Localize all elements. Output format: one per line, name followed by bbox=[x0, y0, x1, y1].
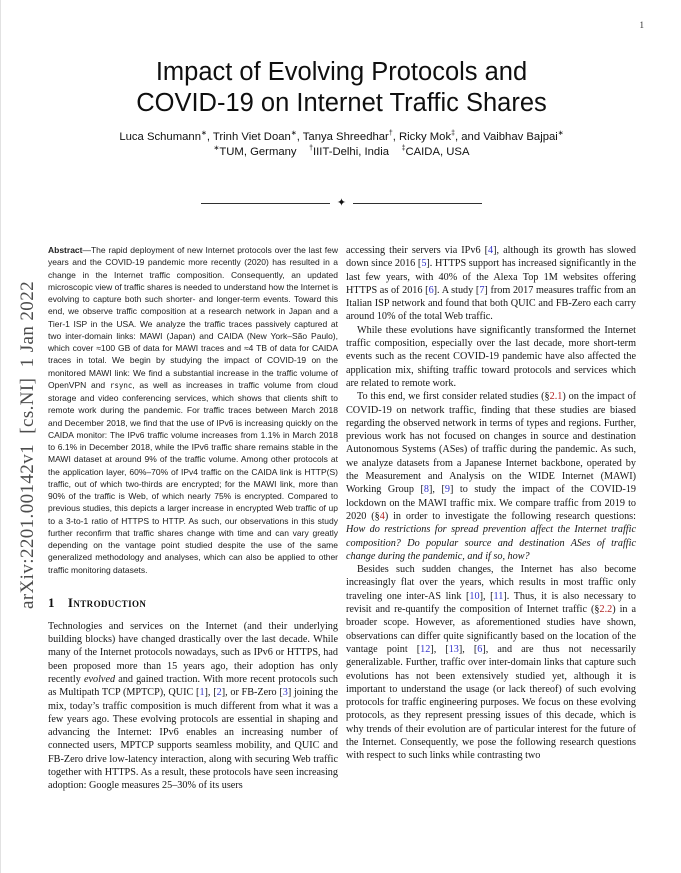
divider-line-left bbox=[201, 203, 330, 204]
text-segment: ) in a broader scope. However, as aforementioned studies have shown, observations can differ quite significantly based on the location of the vantage point [ bbox=[346, 604, 637, 655]
citation-link[interactable]: 4 bbox=[488, 245, 494, 256]
section-heading-introduction bbox=[48, 595, 338, 611]
citation-link[interactable]: 13 bbox=[448, 643, 459, 655]
text-segment: ] joining the mix, today’s traffic composition is much different from what it was a few years ago. These evolving protocols are essential in shaping and advancing the Internet: IPv6 enables an increasing number of connected users, MPTCP supports seamless mobility, and QUIC and FB-Zero drive low-latency interaction, along with securing Web traffic together with HTTPS. As a result, these protocols have seen increasing adoption: Google measures 25–30% of its users bbox=[48, 687, 339, 792]
text-segment: ] to study the impact of the COVID-19 lockdown on the MAWI traffic mix. We compare traffic from 2019 to 2020 (§ bbox=[346, 484, 636, 522]
title-divider bbox=[201, 198, 482, 209]
text-segment: ∗ bbox=[200, 130, 207, 138]
section-number: 1 bbox=[48, 594, 55, 610]
citation-link[interactable]: 5 bbox=[421, 258, 427, 270]
citation-link[interactable]: 10 bbox=[469, 590, 480, 602]
text-segment: ], and are thus not necessarily generalizable. Further, traffic over inter-domain links that capture such evolutions has not been extensively studied yet, although it is important to understand the usage (or lack thereof) of such evolving protocols for traffic engineering purposes. We focus on these evolving protocols, as they represent pressing issues of this decade, which is why trends of their evolution are of particular interest for the future of the Internet. Consequently, we pose the following research questions with respect to such links while contrasting two bbox=[346, 643, 636, 762]
text-segment: ‡ bbox=[401, 145, 406, 153]
section-title: Introduction bbox=[67, 594, 147, 610]
text-segment: Abstract bbox=[48, 245, 83, 255]
text-segment: rsync bbox=[109, 380, 133, 390]
text-segment: CAIDA, USA bbox=[405, 146, 470, 158]
text-segment: How do restrictions for spread prevention affect the Internet traffic composition? Do popular source and destination ASes of traffic change during the pandemic, and if so, how? bbox=[346, 524, 636, 562]
left-column bbox=[48, 244, 338, 793]
body-paragraph bbox=[346, 324, 636, 390]
citation-link[interactable]: 6 bbox=[477, 643, 483, 655]
text-segment: ]. Thus, it is also necessary to revisit and re-quantify the composition of Internet traffic (§ bbox=[346, 590, 636, 616]
paper-header bbox=[71, 57, 612, 158]
body-paragraph bbox=[346, 563, 636, 762]
abstract-paragraph bbox=[48, 244, 338, 576]
citation-link[interactable]: 12 bbox=[420, 643, 431, 655]
section-ref-link[interactable]: 4 bbox=[379, 510, 385, 522]
text-segment: , as well as increases in traffic volume from cloud storage and video conferencing services, which shows that clients shift to remote work during the pandemic. For traffic traces between March 2018 and December 2018, we find that the use of IPv6 is increasing quickly on the CAIDA monitor: The IPv6 traffic volume increases from 1.1% in March 2018 to 6.1% in December 2018, while the IPv6 traffic share remains stable in the MAWI dataset at around 9% of the traffic volume. Among other protocols at the application layer, 60%–70% of IPv4 traffic on the CAIDA link is HTTP(S) traffic, out of which two-thirds are encrypted; for the MAWI link, more than 90% of the traffic is Web, of which nearly 75% is encrypted. Compared to previous studies, this depicts a larger increase in encrypted Web traffic of up to a 3-to-1 ratio of HTTPS to HTTP. As such, our observations in this study further reconfirm that traffic shares change with time and can vary greatly depending on the vantage point studied despite the use of the same generalized methodology and analyses, which can also be applied to other traffic monitoring datasets. bbox=[48, 379, 338, 575]
text-segment: † bbox=[388, 130, 393, 138]
text-segment: accessing their servers via IPv6 [ bbox=[346, 245, 489, 256]
text-segment: ]. A study [ bbox=[433, 284, 480, 296]
text-segment: Besides such sudden changes, the Internet has also become increasingly flat over the years, which results in most traffic only traveling one inter-AS link [ bbox=[346, 564, 636, 602]
section-ref-link[interactable]: 2.1 bbox=[549, 391, 563, 403]
title-line-2: COVID-19 on Internet Traffic Shares bbox=[136, 88, 547, 117]
body-paragraph bbox=[346, 390, 636, 563]
text-segment: ], although its growth has slowed down since 2016 [ bbox=[346, 245, 636, 270]
text-segment: and gained traction. With more recent protocols such as Multipath TCP (MPTCP), QUIC [ bbox=[48, 673, 338, 699]
page-number: 1 bbox=[639, 20, 644, 30]
text-segment: , Ricky Mok bbox=[392, 131, 452, 143]
text-segment: Technologies and services on the Internet (and their underlying building blocks) have changed drastically over the last decade. While many of the Internet protocols nowadays, such as IPv6 or HTTPS, had been proposed more than 15 years ago, their adoption has only recently bbox=[48, 620, 338, 685]
citation-link[interactable]: 1 bbox=[199, 687, 205, 699]
text-segment: ) on the impact of COVID-19 on network traffic, finding that these studies are biased regarding the observed network in terms of types and regions. Further, previous work has not focused on changes in source and destination Autonomous Systems (ASes) of traffic during the pandemic. As such, we analyze datasets from a Japanese Internet backbone, operated by the Measurement and Analysis on the WIDE Internet (MAWI) Working Group [ bbox=[346, 391, 636, 496]
text-segment: ], [ bbox=[204, 687, 217, 699]
citation-link[interactable]: 3 bbox=[282, 687, 288, 699]
citation-link[interactable]: 6 bbox=[428, 284, 434, 296]
text-segment: , and Vaibhav Bajpai bbox=[455, 131, 558, 143]
text-segment: Luca Schumann bbox=[119, 131, 201, 143]
text-segment: ∗ bbox=[213, 145, 220, 153]
text-segment: ] from 2017 measures traffic from an Italian ISP network and found that both QUIC and FB-Zero each carry around 10% of the total Web traffic. bbox=[346, 284, 637, 323]
section-ref-link[interactable]: 2.2 bbox=[599, 604, 613, 616]
author-list bbox=[71, 131, 612, 143]
paper-title bbox=[71, 57, 612, 118]
text-segment: To this end, we first consider related studies (§ bbox=[357, 391, 550, 403]
text-segment: † bbox=[309, 145, 314, 153]
citation-link[interactable]: 7 bbox=[479, 284, 485, 296]
text-segment: ], [ bbox=[430, 643, 449, 655]
text-segment: ‡ bbox=[451, 130, 455, 138]
diamond-ornament-icon: ✦ bbox=[336, 197, 347, 209]
citation-link[interactable]: 8 bbox=[423, 484, 429, 496]
text-segment: ∗ bbox=[557, 130, 564, 138]
text-segment: While these evolutions have significantly transformed the Internet traffic composition, especially over the last decade, more short-term events such as the recent COVID-19 pandemic have also affected the application mix, shifting traffic toward protocols and services which are related to remote work. bbox=[346, 324, 636, 389]
affiliation-list bbox=[71, 146, 612, 158]
citation-link[interactable]: 2 bbox=[216, 687, 222, 699]
text-segment: , Trinh Viet Doan bbox=[206, 131, 291, 143]
text-segment: evolved bbox=[83, 673, 116, 685]
divider-line-right bbox=[353, 203, 482, 204]
title-line-1: Impact of Evolving Protocols and bbox=[155, 58, 528, 86]
citation-link[interactable]: 11 bbox=[493, 590, 504, 602]
intro-paragraph-1 bbox=[48, 620, 338, 793]
text-segment: ], [ bbox=[479, 590, 494, 602]
text-segment: ], [ bbox=[458, 643, 478, 655]
body-paragraph bbox=[346, 244, 636, 324]
text-segment: —The rapid deployment of new Internet protocols over the last few years and the COVID-19 pandemic more recently (2020) has resulted in a change in the Internet traffic composition. Consequently, an updated microscopic view of traffic shares is needed to understand how the Internet is evolving to capture both such shorter- and longer-term events. Toward this end, we observe traffic composition at a research network in Japan and a Tier-1 ISP in the USA. We analyze the traffic traces passively captured at two inter-domain links: MAWI (Japan) and CAIDA (New York–São Paulo), which cover ≈100 GB of data for MAWI traces and ≈4 TB of data for CAIDA traces in total. We begin by studying the impact of COVID-19 on the monitored MAWI link: We find a substantial increase in the traffic volume of OpenVPN and bbox=[48, 245, 338, 390]
arxiv-stamp: arXiv:2201.00142v1 [cs.NI] 1 Jan 2022 bbox=[17, 281, 38, 609]
text-segment: ]. HTTPS support has increased significantly in the last few years, with 40% of the Alexa Top 1M websites offering HTTPS as of 2016 [ bbox=[346, 258, 636, 296]
right-column bbox=[346, 244, 636, 793]
text-segment: , Tanya Shreedhar bbox=[296, 131, 389, 143]
text-segment: TUM, Germany bbox=[219, 146, 310, 158]
text-segment: IIIT-Delhi, India bbox=[313, 146, 402, 158]
two-column-body bbox=[48, 244, 636, 793]
text-segment: ], [ bbox=[428, 484, 445, 496]
text-segment: ) in order to investigate the following research questions: bbox=[384, 510, 636, 522]
text-segment: ∗ bbox=[290, 130, 297, 138]
text-segment: ], or FB-Zero [ bbox=[221, 687, 283, 699]
citation-link[interactable]: 9 bbox=[444, 484, 450, 496]
